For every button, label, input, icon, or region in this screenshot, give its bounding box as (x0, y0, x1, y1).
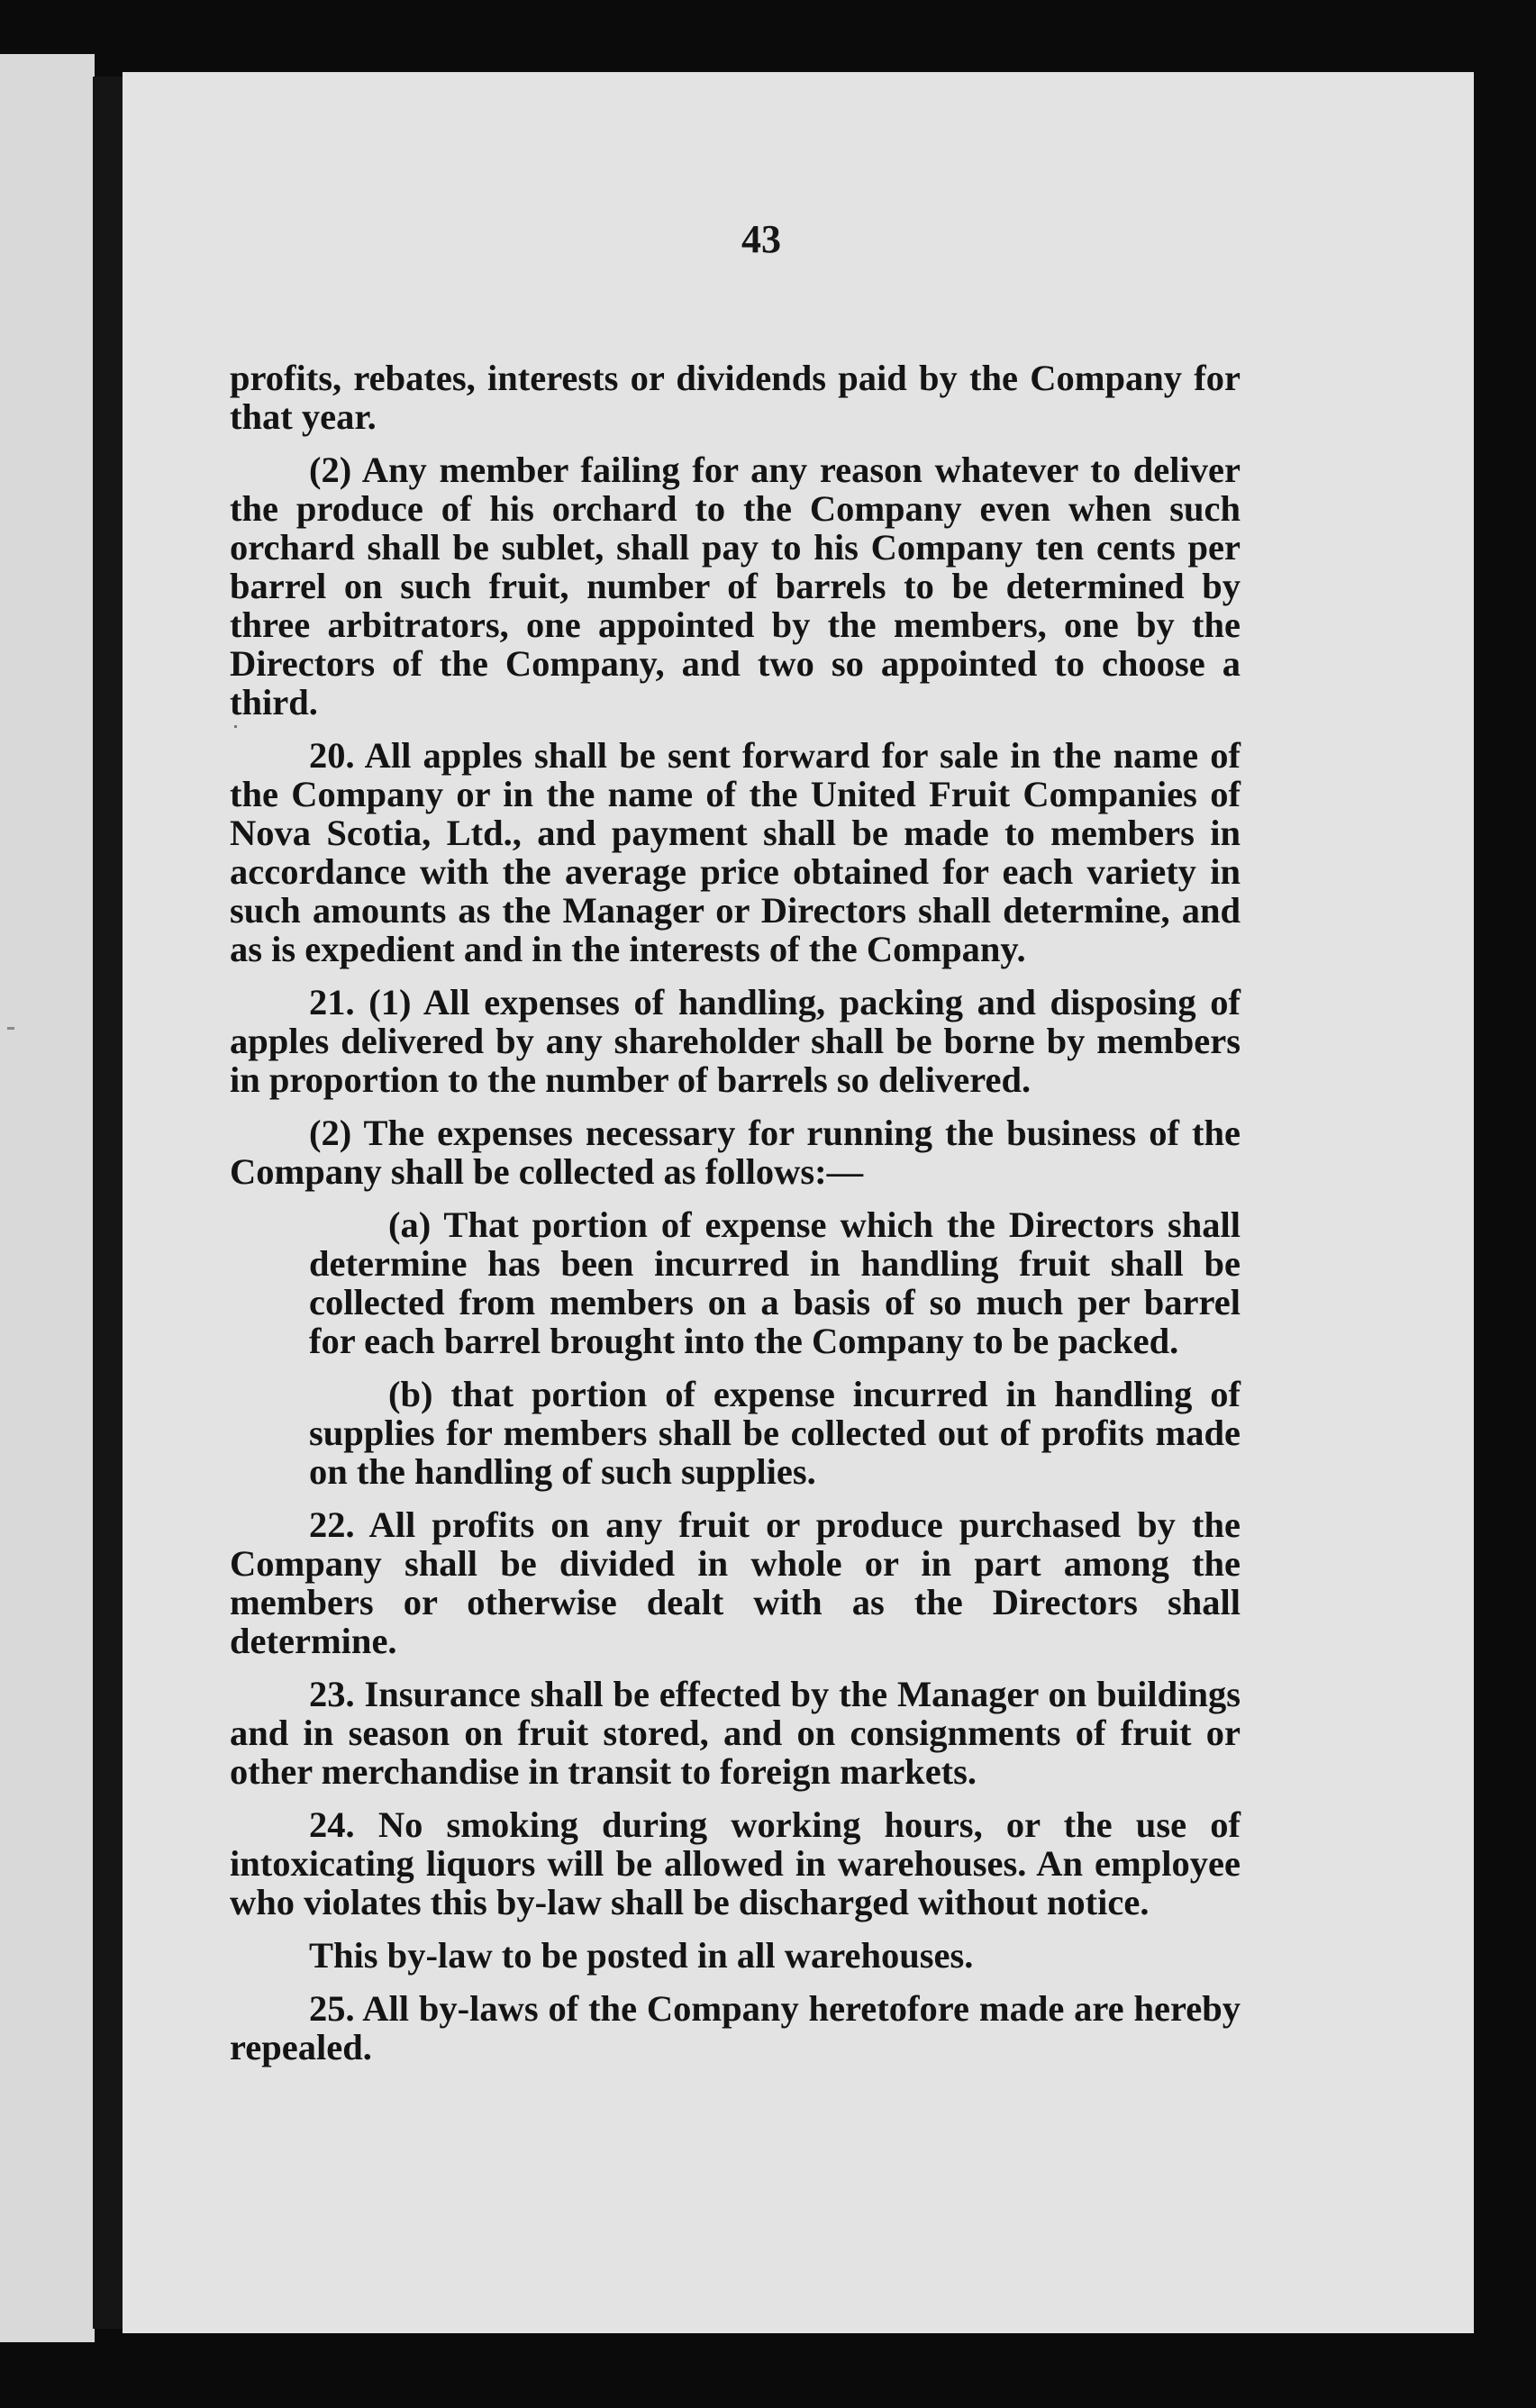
page-number: 43 (741, 217, 781, 261)
paragraph-21-1: 21. (1) All expenses of handling, packing and disposing of apples delivered by any shareholder shall be borne by members in proportion to the number of barrels so delivered. (230, 982, 1241, 1100)
scan-margin-mark (7, 1027, 14, 1030)
paragraph-20: 20. All apples shall be sent forward for sale in the name of the Company or in the name of the United Fruit Companies of Nova Scotia, Ltd., and payment shall be made to members in accordance with the average price obtained for each variety in such amounts as the Manager or Directors shall determine, and as is expedient and in the interests of the Company. (230, 735, 1241, 969)
paragraph-24: 24. No smoking during working hours, or the use of intoxicating liquors will be allowed in warehouses. An employee who violates this by-law shall be discharged without notice. (230, 1804, 1241, 1922)
paragraph-23: 23. Insurance shall be effected by the Manager on buildings and in season on fruit stored, and on consignments of fruit or other merchandise in transit to foreign markets. (230, 1674, 1241, 1792)
paragraph-continuation: profits, rebates, interests or dividends paid by the Company for that year. (230, 358, 1241, 437)
paragraph-19-2: (2) Any member failing for any reason whatever to deliver the produce of his orchard to the Company even when such orchard shall be sublet, shall pay to his Company ten cents per barrel on such fruit, number of barrels to be determined by three arbitrators, one appointed by the members, one by the Directors of the Company, and two so appointed to choose a third. (230, 450, 1241, 722)
paragraph-21-2: (2) The expenses necessary for running the business of the Company shall be collected as follows:— (230, 1113, 1241, 1192)
paragraph-24-notice: This by-law to be posted in all warehouses. (309, 1935, 974, 1976)
paragraph-21-2-a: (a) That portion of expense which the Directors shall determine has been incurred in handling fruit shall be collected from members on a basis of so much per barrel for each barrel brought into the Company to be packed. (309, 1204, 1241, 1361)
adjacent-page-edge (0, 54, 95, 2342)
paragraph-22: 22. All profits on any fruit or produce purchased by the Company shall be divided in whole or in part among the members or otherwise dealt with as the Directors shall determine. (230, 1504, 1241, 1661)
paragraph-21-2-b: (b) that portion of expense incurred in handling of supplies for members shall be collected out of profits made on the handling of such supplies. (309, 1374, 1241, 1492)
paragraph-25: 25. All by-laws of the Company heretofore made are hereby repealed. (230, 1988, 1241, 2067)
body-text (230, 359, 1241, 2081)
book-gutter (93, 77, 123, 2329)
